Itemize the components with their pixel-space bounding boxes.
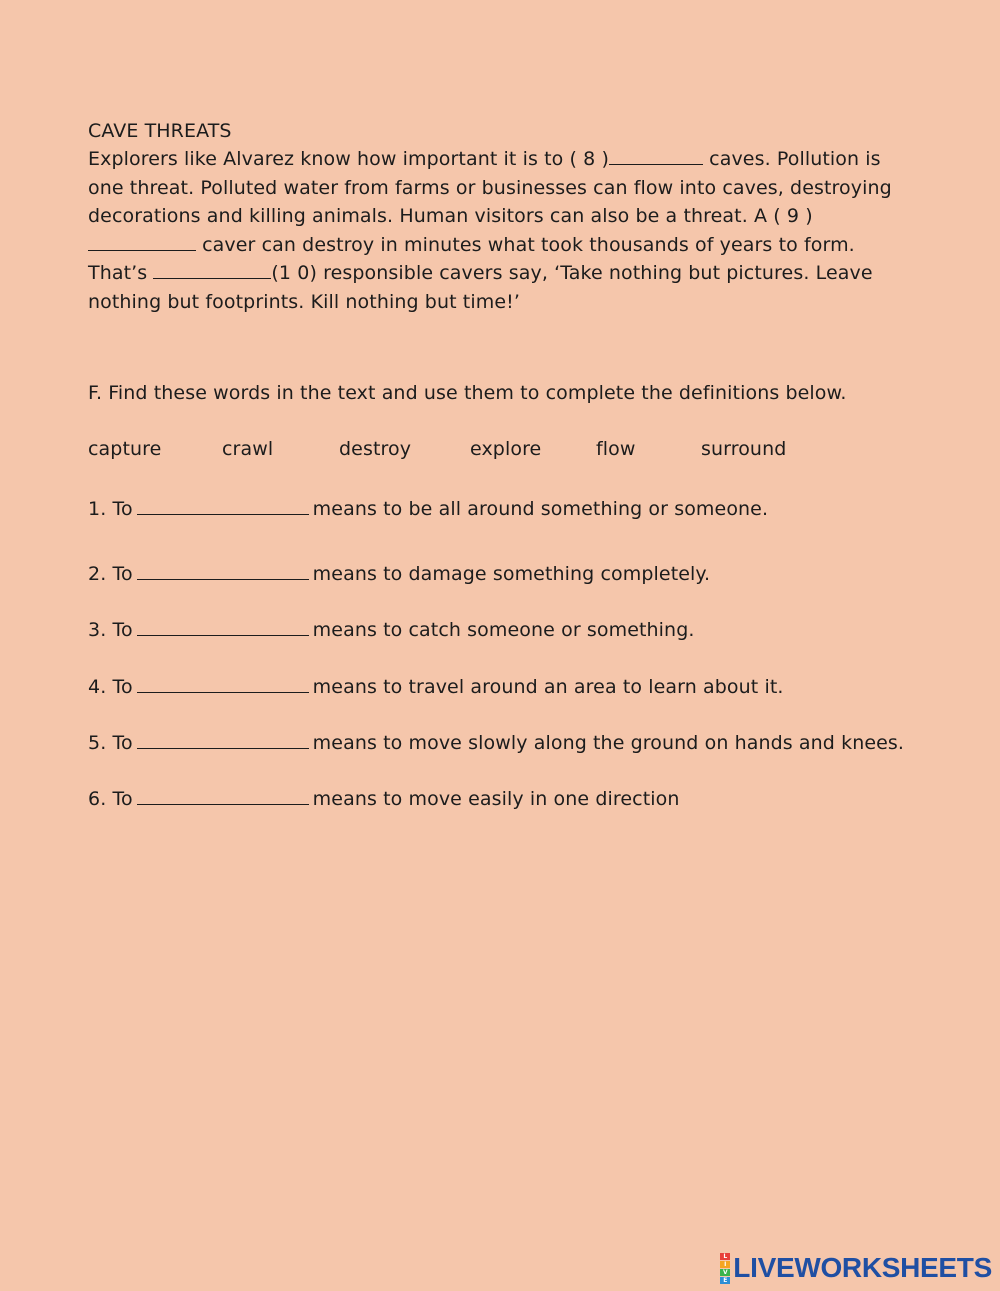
passage-line: Explorers like Alvarez know how important it is to ( 8 ) caves. Pollution is (88, 148, 881, 170)
word-bank (88, 438, 808, 466)
passage (88, 145, 903, 316)
logo-text: LIVEWORKSHEETS (733, 1252, 992, 1283)
passage-line: one threat. Polluted water from farms or businesses can flow into caves, destroying (88, 176, 892, 199)
word-bank-item: explore (470, 438, 542, 460)
definition-blank[interactable] (137, 674, 309, 693)
definition-item: 4. To means to travel around an area to learn about it. (88, 676, 784, 698)
definition-item: 1. To means to be all around something or someone. (88, 498, 769, 520)
answer-blank-8[interactable] (609, 146, 703, 165)
definition-blank[interactable] (137, 617, 309, 636)
definition-item: 6. To means to move easily in one direction (88, 788, 680, 810)
passage-line: decorations and killing animals. Human visitors can also be a threat. A ( 9 ) (88, 205, 813, 227)
word-bank-item: capture (88, 438, 162, 460)
definition-blank[interactable] (137, 561, 309, 580)
answer-blank-9[interactable] (88, 232, 196, 251)
passage-title: CAVE THREATS (88, 120, 232, 142)
definition-item: 2. To means to damage something completely. (88, 563, 711, 585)
passage-line: caver can destroy in minutes what took thousands of years to form. (88, 231, 903, 260)
definition-item: 3. To means to catch someone or something. (88, 619, 695, 641)
passage-line: nothing but footprints. Kill nothing but time!’ (88, 290, 520, 313)
word-bank-item: flow (596, 438, 636, 460)
word-bank-item: destroy (339, 438, 412, 460)
word-bank-item: crawl (222, 438, 274, 460)
exercise-instruction: F. Find these words in the text and use them to complete the definitions below. (88, 382, 847, 404)
liveworksheets-logo[interactable] (720, 1251, 992, 1285)
answer-blank-10[interactable] (153, 260, 271, 279)
logo-squares-icon: L I V E (720, 1253, 730, 1284)
passage-line: That’s (1 0) responsible cavers say, ‘Take nothing but pictures. Leave (88, 262, 873, 284)
definition-blank[interactable] (137, 786, 309, 805)
definition-item: 5. To means to move slowly along the ground on hands and knees. (88, 732, 905, 754)
definition-blank[interactable] (137, 496, 309, 515)
definition-blank[interactable] (137, 730, 309, 749)
word-bank-item: surround (701, 438, 787, 460)
